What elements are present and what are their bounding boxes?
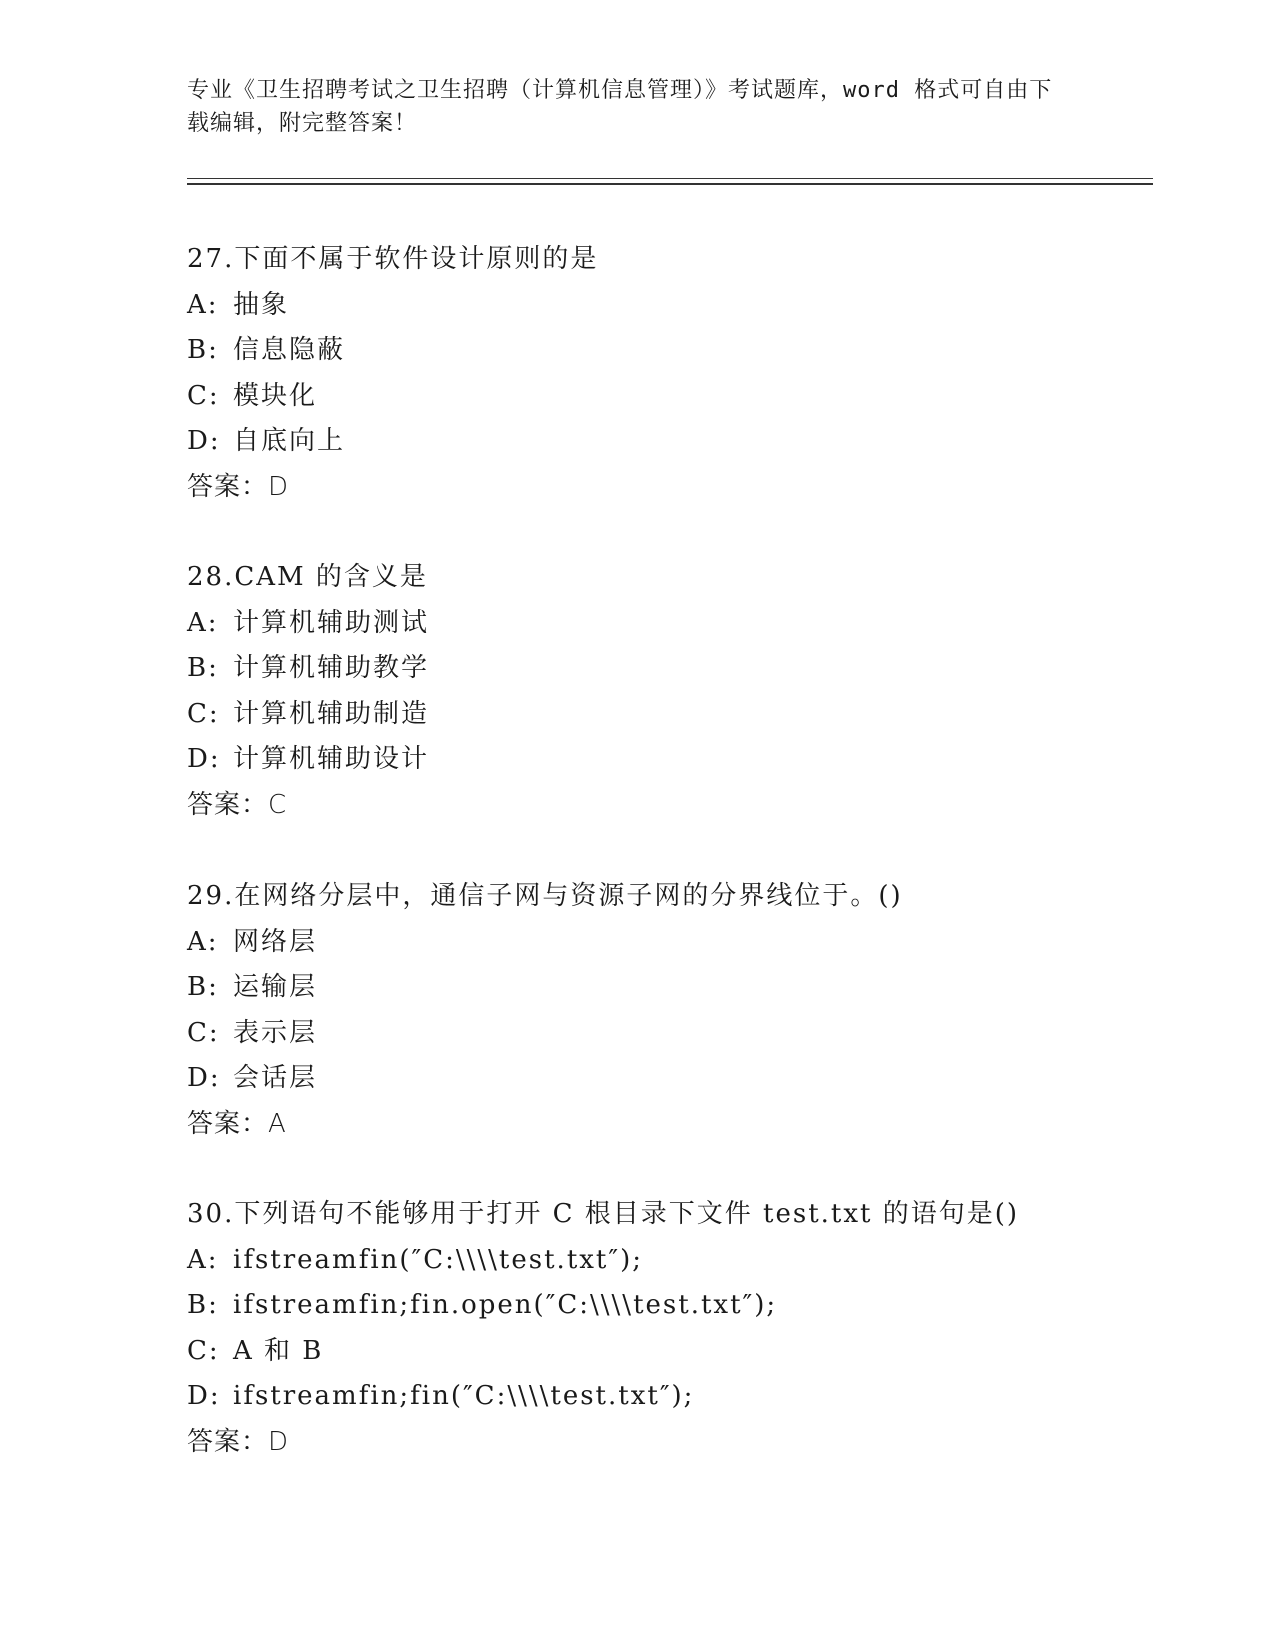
option-text: ifstreamfin(″C:\\\\test.txt″);: [233, 1244, 643, 1275]
option-label: D:: [187, 1381, 221, 1411]
option-text: 计算机辅助设计: [233, 744, 430, 774]
option-text: 计算机辅助教学: [233, 653, 430, 683]
question-28: [187, 555, 1187, 828]
option-label: A:: [187, 289, 219, 320]
option-text: 计算机辅助测试: [233, 607, 430, 638]
option-label: C:: [187, 698, 220, 729]
option-text: 计算机辅助制造: [233, 698, 430, 729]
question-stem: 29.在网络分层中，通信子网与资源子网的分界线位于。(): [187, 881, 903, 911]
option-text: A 和 B: [233, 1335, 324, 1366]
question-27: [187, 237, 1187, 510]
question-30: [187, 1192, 1187, 1465]
option-label: A:: [187, 1244, 219, 1275]
option-label: C:: [187, 1017, 220, 1048]
option-d: [187, 1056, 1187, 1102]
option-c: [187, 692, 1187, 738]
answer: 答案：D: [187, 1426, 290, 1457]
option-b: [187, 328, 1187, 374]
option-label: B:: [187, 1290, 219, 1320]
option-text: ifstreamfin;fin(″C:\\\\test.txt″);: [233, 1381, 695, 1411]
header-divider-thick: [187, 183, 1153, 185]
answer: 答案：A: [187, 1108, 287, 1139]
option-b: [187, 965, 1187, 1011]
option-text: 网络层: [233, 926, 318, 957]
option-d: [187, 419, 1187, 465]
option-label: D:: [187, 426, 221, 456]
option-label: B:: [187, 972, 219, 1002]
document-header: 专业《卫生招聘考试之卫生招聘（计算机信息管理）》考试题库，word 格式可自由下载编辑，附完整答案！: [187, 78, 1053, 136]
option-c: [187, 1329, 1187, 1375]
option-b: [187, 1283, 1187, 1329]
option-d: [187, 1374, 1187, 1420]
option-label: D:: [187, 744, 221, 774]
option-label: C:: [187, 380, 220, 411]
option-c: [187, 374, 1187, 420]
option-a: [187, 601, 1187, 647]
option-label: D:: [187, 1063, 221, 1093]
question-29: [187, 874, 1187, 1147]
option-a: [187, 283, 1187, 329]
option-d: [187, 737, 1187, 783]
option-a: [187, 920, 1187, 966]
answer: 答案：D: [187, 471, 290, 502]
option-text: 自底向上: [233, 426, 346, 456]
answer: 答案：C: [187, 789, 288, 820]
option-a: [187, 1238, 1187, 1284]
option-label: A:: [187, 926, 219, 957]
option-text: 表示层: [233, 1017, 318, 1048]
option-text: 抽象: [233, 289, 290, 320]
option-label: B:: [187, 653, 219, 683]
option-label: C:: [187, 1335, 220, 1366]
question-stem: 30.下列语句不能够用于打开 C 根目录下文件 test.txt 的语句是(): [187, 1199, 1020, 1229]
option-b: [187, 646, 1187, 692]
option-label: A:: [187, 607, 219, 638]
option-text: 模块化: [233, 380, 318, 411]
question-stem: 28.CAM 的含义是: [187, 562, 428, 592]
header-divider-thin: [187, 178, 1153, 179]
option-text: 信息隐蔽: [233, 335, 346, 365]
option-text: ifstreamfin;fin.open(″C:\\\\test.txt″);: [233, 1290, 778, 1320]
option-text: 会话层: [233, 1063, 318, 1093]
option-c: [187, 1011, 1187, 1057]
option-text: 运输层: [233, 972, 318, 1002]
option-label: B:: [187, 335, 219, 365]
question-stem: 27.下面不属于软件设计原则的是: [187, 244, 599, 274]
